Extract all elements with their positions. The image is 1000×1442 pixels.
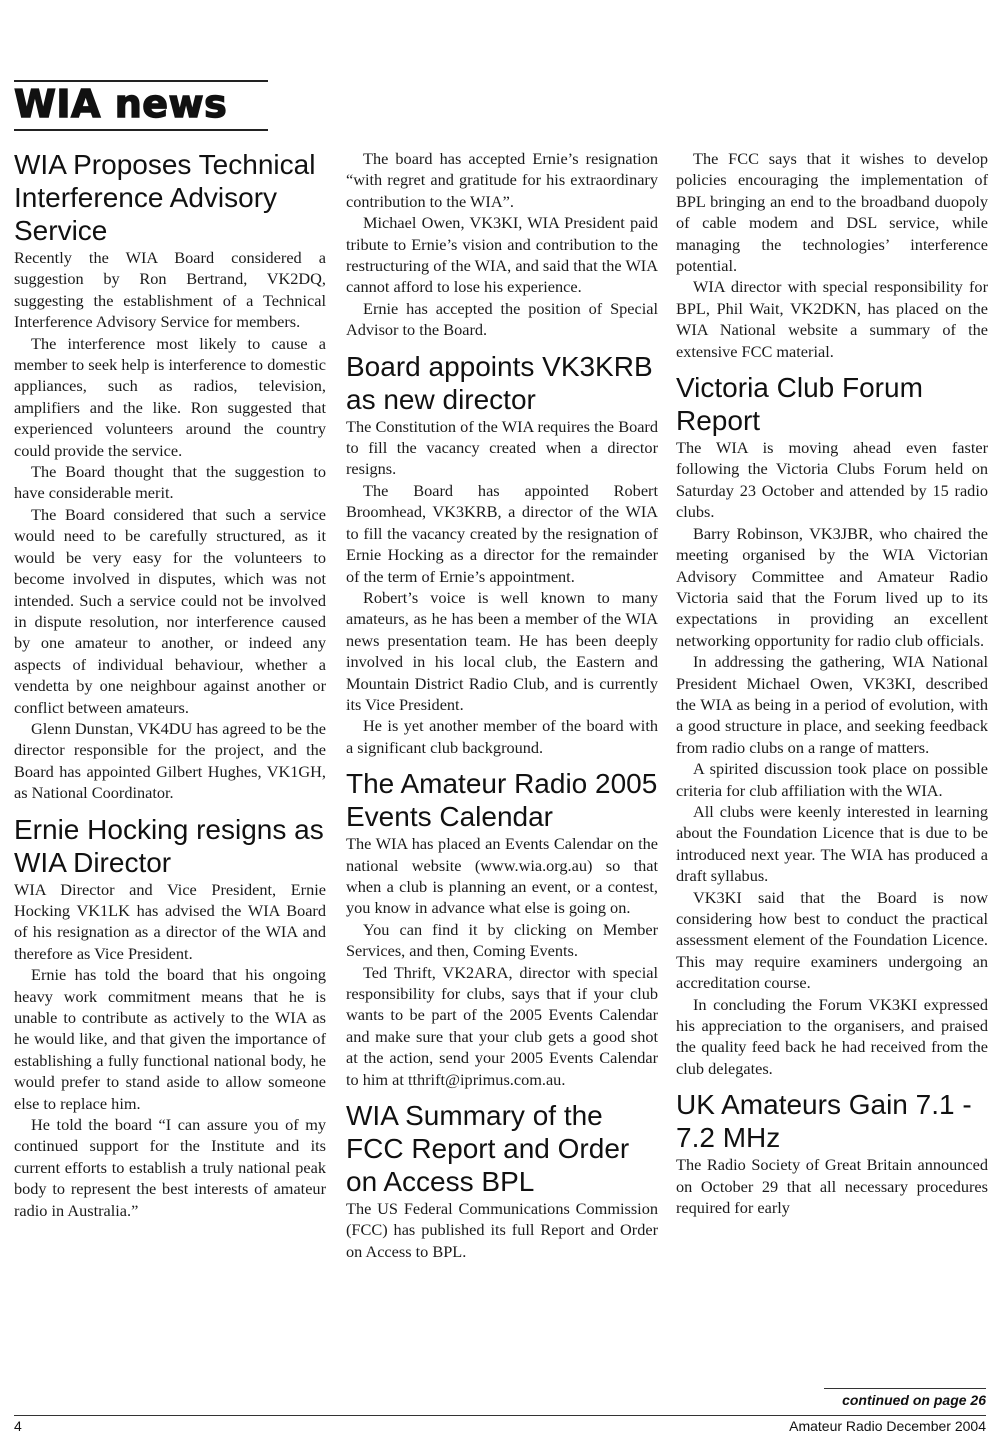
article-paragraph: The Board has appointed Robert Broomhead, VK3KRB, a director of the WIA to fill the vacancy created by the resignation of Ernie Hocking as a director for the remainder of the term of Ernie’s appointment. bbox=[346, 480, 658, 586]
article-paragraph: Robert’s voice is well known to many amateurs, as he has been a member of the WIA news presentation team. He has been deeply involved in his local club, the Eastern and Mountain District Radio Club, and is currently its Vice President. bbox=[346, 587, 658, 714]
article-headline: The Amateur Radio 2005 Events Calendar bbox=[346, 768, 658, 833]
article-paragraph: The WIA has placed an Events Calendar on the national website (www.wia.org.au) so that when a club is planning an event, or a contest, you know in advance what else is going on. bbox=[346, 834, 658, 918]
article-paragraph: He is yet another member of the board with a significant club background. bbox=[346, 716, 658, 757]
article-paragraph: The Constitution of the WIA requires the Board to fill the vacancy created when a director resigns. bbox=[346, 416, 658, 479]
article-paragraph: The FCC says that it wishes to develop policies encouraging the implementation of BPL bringing an end to the broadband duopoly of cable modem and DSL service, while managing the technologies’ interference potential. bbox=[676, 149, 988, 276]
article-paragraph: VK3KI said that the Board is now considering how best to conduct the practical assessment element of the Foundation Licence. This may require examiners undergoing an accreditation course. bbox=[676, 887, 988, 993]
article-paragraph: Barry Robinson, VK3JBR, who chaired the meeting organised by the WIA Victorian Advisory Committee and Amateur Radio Victoria said that the Forum lived up to its expectations in providing an excellent networking opportunity for radio club officials. bbox=[676, 523, 988, 650]
article-paragraph: Ted Thrift, VK2ARA, director with special responsibility for clubs, says that if your club wants to be part of the 2005 Events Calendar and make sure that your club gets a good shot at the action, send your 2005 Events Calendar to him at tthrift@iprimus.com.au. bbox=[346, 962, 658, 1089]
article-paragraph: The US Federal Communications Commission (FCC) has published its full Report and Order on Access to BPL. bbox=[346, 1199, 658, 1261]
article-paragraph: The board has accepted Ernie’s resignation “with regret and gratitude for his extraordinary contribution to the WIA”. bbox=[346, 149, 658, 211]
page-number: 4 bbox=[14, 1418, 22, 1434]
article-paragraph: Recently the WIA Board considered a suggestion by Ron Bertrand, VK2DQ, suggesting the establishment of a Technical Interference Advisory Service for members. bbox=[14, 248, 326, 332]
article-paragraph: A spirited discussion took place on possible criteria for club affiliation with the WIA. bbox=[676, 759, 988, 800]
article-headline: Ernie Hocking resigns as WIA Director bbox=[14, 813, 324, 878]
article-headline: WIA Summary of the FCC Report and Order on Access BPL bbox=[346, 1100, 630, 1198]
article-paragraph: The WIA is moving ahead even faster following the Victoria Clubs Forum held on Saturday 23 October and attended by 15 radio clubs. bbox=[676, 438, 988, 522]
article-headline: Board appoints VK3KRB as new director bbox=[346, 350, 653, 415]
article-paragraph: In addressing the gathering, WIA National President Michael Owen, VK3KI, described the WIA as being in a period of evolution, with a good structure in place, and seeking feedback from radio clubs on a range of matters. bbox=[676, 652, 988, 757]
section-masthead: WIA news bbox=[14, 82, 228, 126]
article-headline: WIA Proposes Technical Interference Advisory Service bbox=[14, 149, 316, 246]
article-paragraph: WIA director with special responsibility for BPL, Phil Wait, VK2DKN, has placed on the WIA National website a summary of the extensive FCC material. bbox=[676, 277, 988, 361]
article-headline: UK Amateurs Gain 7.1 - 7.2 MHz bbox=[676, 1089, 972, 1154]
column-2 bbox=[346, 148, 658, 1262]
article-paragraph: The interference most likely to cause a member to seek help is interference to domestic appliances, such as radios, television, amplifiers and the like. Ron suggested that experienced volunteers around the country could provide the service. bbox=[14, 333, 326, 460]
article-paragraph: WIA Director and Vice President, Ernie Hocking VK1LK has advised the WIA Board of his resignation as a director of the WIA and therefore as Vice President. bbox=[14, 879, 326, 963]
footer-rule bbox=[14, 1415, 986, 1416]
article-headline: Victoria Club Forum Report bbox=[676, 372, 923, 437]
continued-note: continued on page 26 bbox=[842, 1392, 986, 1408]
article-paragraph: Michael Owen, VK3KI, WIA President paid tribute to Ernie’s vision and contribution to the restructuring of the WIA, and said that the WIA cannot afford to lose his experience. bbox=[346, 213, 658, 297]
column-3 bbox=[676, 148, 988, 1218]
article-paragraph: All clubs were keenly interested in learning about the Foundation Licence that is due to be introduced next year. The WIA has produced a draft syllabus. bbox=[676, 801, 988, 886]
article-paragraph: The Radio Society of Great Britain announced on October 29 that all necessary procedures required for early bbox=[676, 1155, 988, 1218]
continued-rule bbox=[824, 1388, 986, 1389]
article-paragraph: Ernie has accepted the position of Special Advisor to the Board. bbox=[346, 298, 658, 340]
column-1 bbox=[14, 148, 326, 1221]
article-paragraph: He told the board “I can assure you of my continued support for the Institute and its current efforts to establish a truly national peak body to represent the best interests of amateur radio in Australia.” bbox=[14, 1115, 326, 1220]
publication-line: Amateur Radio December 2004 bbox=[789, 1418, 986, 1434]
article-paragraph: Ernie has told the board that his ongoing heavy work commitment means that he is unable to contribute as actively to the WIA as he would like, and that given the importance of establishing a fully functional national body, he would prefer to stand aside to allow someone else to replace him. bbox=[14, 965, 326, 1113]
article-paragraph: Glenn Dunstan, VK4DU has agreed to be the director responsible for the project, and the Board has appointed Gilbert Hughes, VK1GH, as National Coordinator. bbox=[14, 718, 326, 803]
article-paragraph: In concluding the Forum VK3KI expressed his appreciation to the organisers, and praised the quality feed back he had received from the club delegates. bbox=[676, 994, 988, 1078]
article-paragraph: The Board considered that such a service would need to be carefully structured, as it would be very easy for the volunteers to become involved in disputes, which was not intended. Such a service could not be involved in dispute resolution, nor interference caused by one amateur to another, or indeed any aspects of individual behaviour, whether a vendetta by one neighbour against another or conflict between amateurs. bbox=[14, 504, 326, 717]
article-paragraph: The Board thought that the suggestion to have considerable merit. bbox=[14, 462, 326, 503]
article-paragraph: You can find it by clicking on Member Services, and then, Coming Events. bbox=[346, 919, 658, 961]
masthead-bottom-rule bbox=[14, 129, 268, 131]
